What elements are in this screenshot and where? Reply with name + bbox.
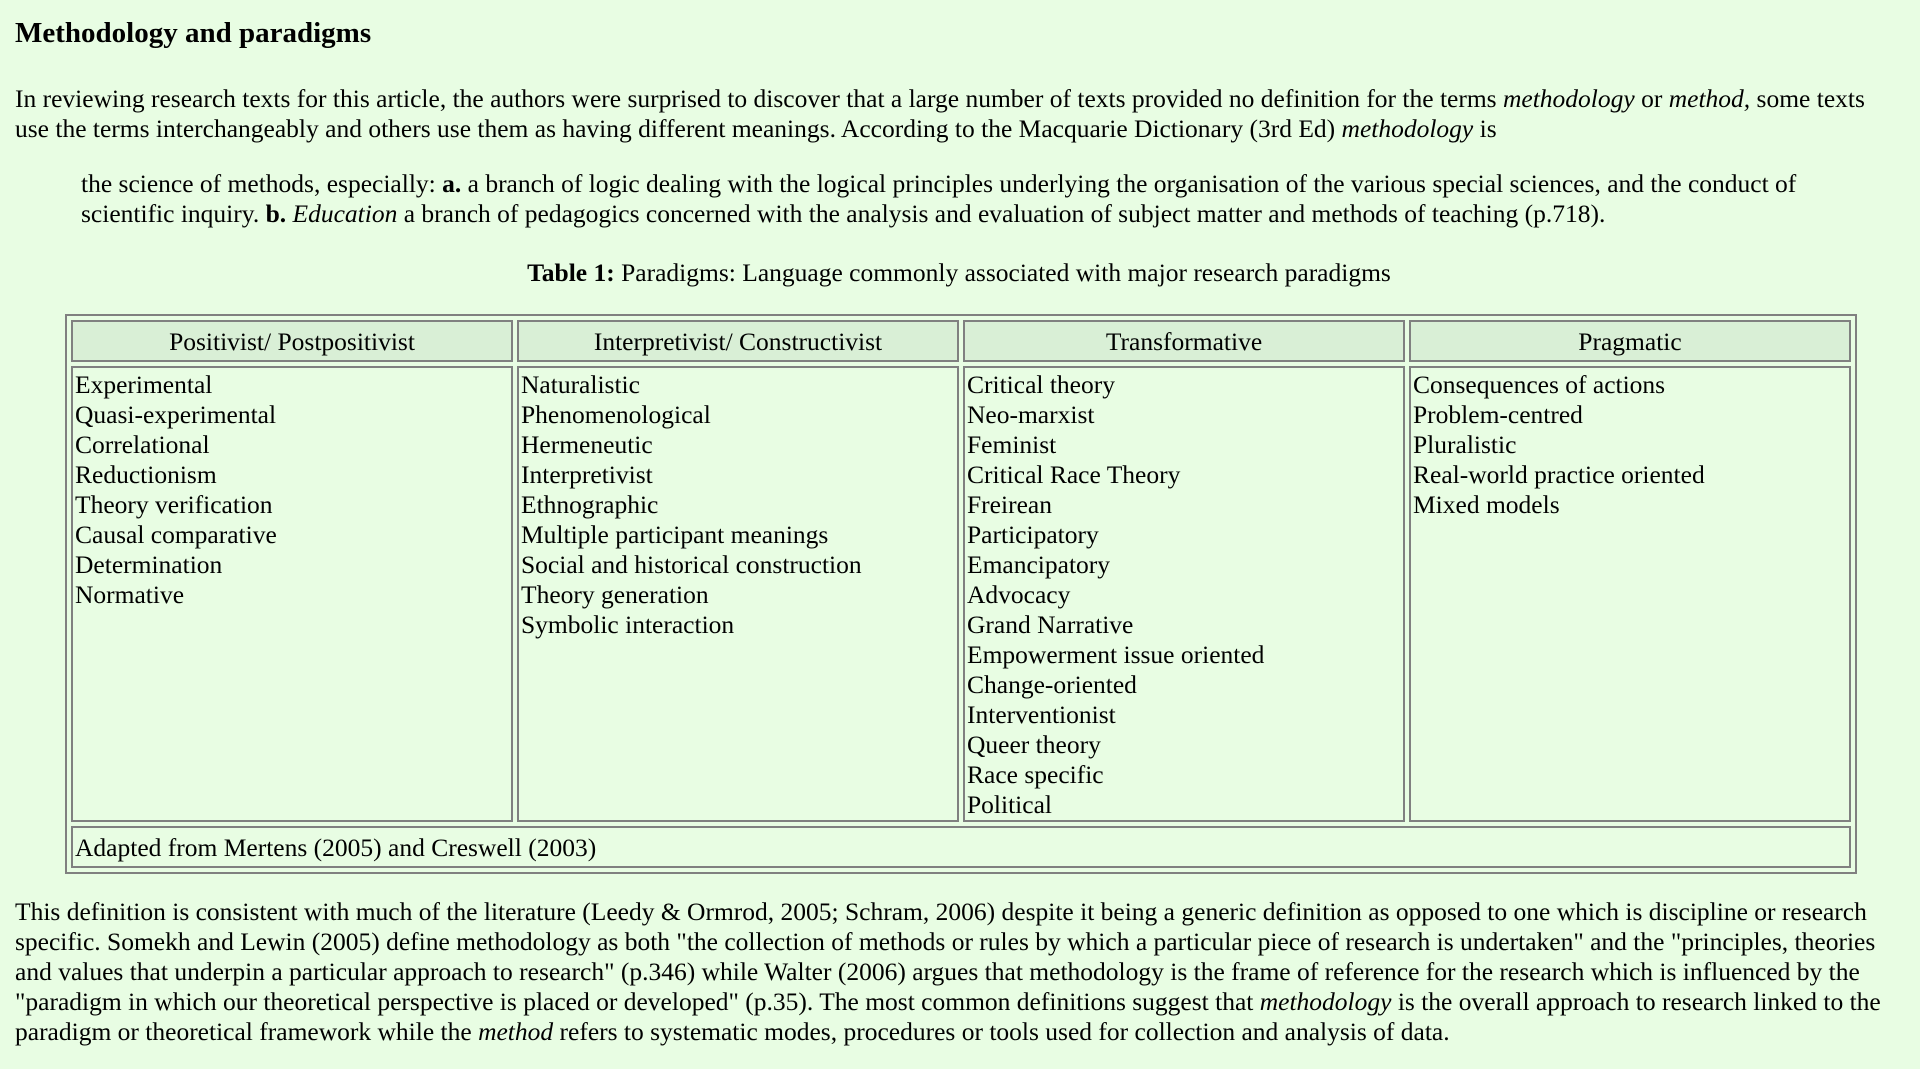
term: Hermeneutic [521,430,653,459]
term: Social and historical construction [521,550,862,579]
term: Critical theory [967,370,1115,399]
term: Ethnographic [521,490,659,519]
dictionary-quote [81,169,1881,229]
term: Multiple participant meanings [521,520,829,549]
term: Theory generation [521,580,709,609]
paradigms-table [65,314,1857,874]
intro-text-2: or [1634,84,1669,113]
quote-text-2: a branch of logic dealing with the logical principles underlying the organisation of the various special sciences, and the conduct of scientific inquiry. [81,169,1797,228]
term: Advocacy [967,580,1071,609]
table-row [71,366,1851,822]
outro-text-3: refers to systematic modes, procedures or tools used for collection and analysis of data. [553,1017,1450,1046]
closing-paragraph [15,897,1895,1047]
term: Critical Race Theory [967,460,1181,489]
term: Theory verification [75,490,273,519]
quote-bold-a: a. [442,169,462,198]
term: Emancipatory [967,550,1111,579]
quote-text-1: the science of methods, especially: [81,169,443,198]
quote-bold-b: b. [265,199,287,228]
quote-emphasis-education: Education [292,199,398,228]
header-pragmatic: Pragmatic [1409,320,1851,362]
term: Neo-marxist [967,400,1095,429]
table-caption-label: Table 1: [527,258,615,287]
term: Race specific [967,760,1104,789]
term: Phenomenological [521,400,711,429]
term: Grand Narrative [967,610,1134,639]
term: Queer theory [967,730,1101,759]
outro-text-2: is the overall approach to research linked to the paradigm or theoretical framework while the [15,987,1881,1046]
outro-emphasis-methodology: methodology [1259,987,1392,1016]
term: Determination [75,550,223,579]
term: Problem-centred [1413,400,1583,429]
intro-text-1: In reviewing research texts for this article, the authors were surprised to discover that a large number of texts provided no definition for the terms [15,84,1503,113]
column-transformative [963,366,1405,822]
intro-emphasis-methodology: methodology [1502,84,1635,113]
term: Interpretivist [521,460,653,489]
header-transformative: Transformative [963,320,1405,362]
intro-emphasis-methodology-2: methodology [1341,114,1474,143]
header-interpretivist: Interpretivist/ Constructivist [517,320,959,362]
term: Normative [75,580,185,609]
intro-text-3: some texts use the terms interchangeably and others use them as having different meanings. According to the Macquarie Dictionary (3rd Ed) [15,84,1865,143]
column-interpretivist [517,366,959,822]
intro-paragraph [15,84,1895,144]
term: Experimental [75,370,213,399]
term: Pluralistic [1413,430,1517,459]
table-header-row [71,320,1851,362]
term: Mixed models [1413,490,1560,519]
term: Political [967,790,1052,819]
term: Naturalistic [521,370,640,399]
term: Freirean [967,490,1052,519]
term: Feminist [967,430,1057,459]
term: Empowerment issue oriented [967,640,1265,669]
outro-text-1: This definition is consistent with much of the literature (Leedy & Ormrod, 2005; Schram, 2006) despite it being a generic definition as opposed to one which is discipline or research specific. Somekh and Lewin (2005) define methodology as both "the collection of methods or rules by which a particular piece of research is undertaken" and the "principles, theories and values that underpin a particular approach to research" (p.346) while Walter (2006) argues that methodology is the frame of reference for the research which is influenced by the "paradigm in which our theoretical perspective is placed or developed" (p.35). The most common definitions suggest that [15,897,1876,1016]
table-caption-text: Paradigms: Language commonly associated with major research paradigms [614,258,1391,287]
section-heading: Methodology and paradigms [15,17,372,49]
term: Reductionism [75,460,217,489]
table-source-note: Adapted from Mertens (2005) and Creswell (2003) [71,826,1851,868]
table-footer-row [71,826,1851,868]
term: Quasi-experimental [75,400,277,429]
outro-emphasis-method: method [478,1017,554,1046]
term: Change-oriented [967,670,1137,699]
intro-emphasis-method: method, [1668,84,1751,113]
term: Symbolic interaction [521,610,735,639]
term: Participatory [967,520,1099,549]
term: Correlational [75,430,210,459]
table-caption [15,258,1903,288]
term: Consequences of actions [1413,370,1666,399]
column-positivist [71,366,513,822]
header-positivist: Positivist/ Postpositivist [71,320,513,362]
term: Real-world practice oriented [1413,460,1705,489]
term: Interventionist [967,700,1116,729]
quote-text-3: a branch of pedagogics concerned with the analysis and evaluation of subject matter and methods of teaching (p.718). [397,199,1606,228]
column-pragmatic [1409,366,1851,822]
term: Causal comparative [75,520,277,549]
intro-text-4: is [1473,114,1497,143]
